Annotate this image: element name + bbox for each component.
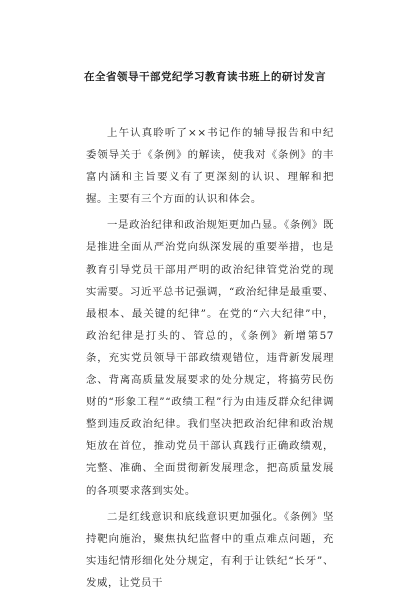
paragraph-political-discipline: 一是政治纪律和政治规矩更加凸显。《条例》既是推进全面从严治党向纵深发展的重要举措，也是教育引导党员干部用严明的政治纪律管党治党的现实需要。习近平总书记强调，“政治纪律是最重要、最根本、最关键的纪律”。在党的“六大纪律”中，政治纪律是打头的、管总的，《条例》新增第57条，充实党员领导干部政绩观错位，违背新发展理念、背离高质量发展要求的处分规定，将搞劳民伤财的“形象工程”“政绩工程”行为由违反群众纪律调整到违反政治纪律。我们坚决把政治纪律和政治规矩放在首位，推动党员干部认真践行正确政绩观，完整、准确、全面贯彻新发展理念，把高质量发展的各项要求落到实处。 — [86, 219, 334, 497]
document-title: 在全省领导干部党纪学习教育读书班上的研讨发言 — [84, 71, 326, 83]
paragraph-red-line: 二是红线意识和底线意识更加强化。《条例》坚持靶向施治，聚焦执纪监督中的重点难点问题，充实违纪情形细化处分规定，有利于让铁纪“长牙”、发威，让党员干 — [86, 510, 334, 589]
paragraph-intro: 上午认真聆听了××书记作的辅导报告和中纪委领导关于《条例》的解读，使我对《条例》的丰富内涵和主旨要义有了更深刻的认识、理解和把握。主要有三个方面的认识和体会。 — [86, 127, 334, 206]
document-body — [86, 122, 334, 598]
